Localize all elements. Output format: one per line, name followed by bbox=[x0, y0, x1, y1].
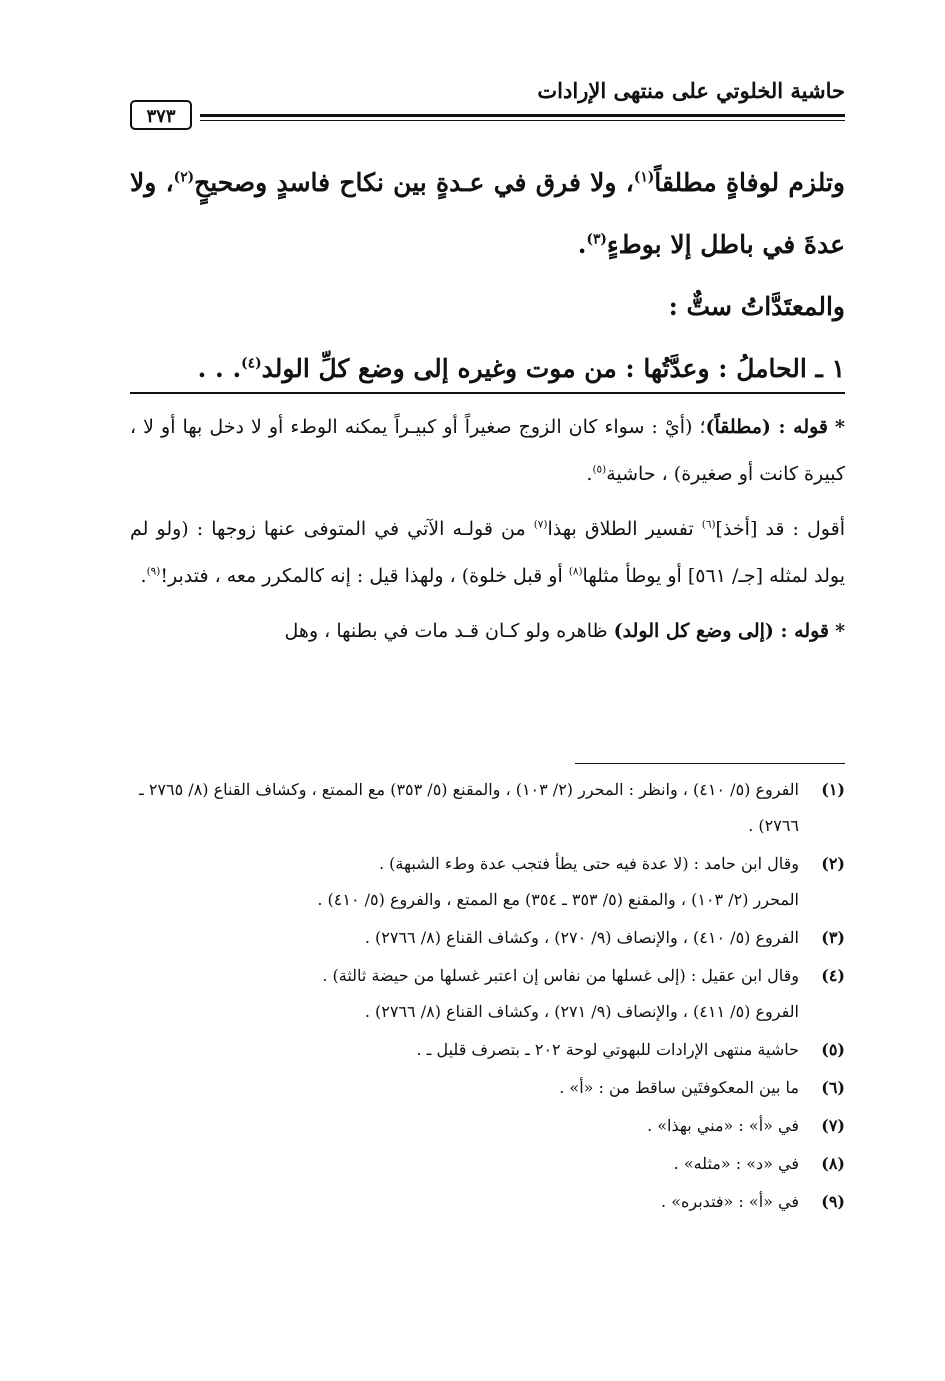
commentary bbox=[130, 404, 845, 663]
footnote-number: (٩) bbox=[821, 1192, 845, 1211]
page-number: ٣٧٣ bbox=[130, 100, 192, 130]
main-text-separator bbox=[130, 392, 845, 394]
main-paragraph-1 bbox=[130, 152, 845, 276]
footnote-number: (٤) bbox=[821, 966, 845, 985]
main-paragraph-3 bbox=[130, 338, 845, 400]
footnote-marker: (٤) bbox=[241, 355, 262, 372]
footnote-text: الفروع (٥/ ٤١١) ، والإنصاف (٩/ ٢٧١) ، وكشاف القناع (٨/ ٢٧٦٦) . bbox=[364, 1002, 799, 1021]
footnote-marker: (١) bbox=[633, 169, 655, 186]
footnote-marker: (٦) bbox=[701, 518, 716, 531]
footnote-marker: (٩) bbox=[146, 565, 161, 578]
footnote-marker: (٨) bbox=[568, 565, 583, 578]
footnote-1 bbox=[130, 772, 845, 844]
header-rule-thin bbox=[200, 120, 845, 121]
main-text-segment: ١ ـ الحاملُ : وعدَّتُها : من موت وغيره إلى وضع كلِّ الولد bbox=[261, 354, 845, 383]
footnote-text: في «أ» : «فتدبره» . bbox=[661, 1192, 799, 1211]
footnote-text: حاشية منتهى الإرادات للبهوتي لوحة ٢٠٢ ـ بتصرف قليل ـ . bbox=[416, 1040, 799, 1059]
main-text-segment: ، ولا فرق في عـدةٍ بين نكاح فاسدٍ وصحيحٍ bbox=[194, 168, 634, 197]
commentary-text: . bbox=[140, 565, 147, 587]
commentary-text: . bbox=[586, 463, 593, 485]
commentary-text: ؛ (أيْ : سواء كان الزوج صغيراً أو كبيـراً يمكنه الوطء أو لا دخل بها أو لا ، كبيرة كانت أو صغيرة) ، حاشية bbox=[130, 416, 845, 485]
footnote-text: في «د» : «مثله» . bbox=[673, 1154, 799, 1173]
footnote-number: (٧) bbox=[821, 1116, 845, 1135]
footnote-number: (١) bbox=[821, 780, 845, 799]
footnote-marker: (٧) bbox=[533, 518, 548, 531]
main-paragraph-2: والمعتَدَّاتُ ستٌّ : bbox=[668, 292, 845, 321]
main-text-segment: . bbox=[577, 230, 587, 259]
footnote-number: (٨) bbox=[821, 1154, 845, 1173]
footnote-number: (٢) bbox=[821, 854, 845, 873]
footnote-8 bbox=[130, 1146, 845, 1182]
main-text-segment: ، ولا عدةَ في باطل إلا بوطءٍ bbox=[130, 168, 845, 259]
star-marker: * bbox=[835, 416, 845, 438]
commentary-text: ظاهره ولو كـان قـد مات في بطنها ، وهل bbox=[284, 620, 614, 642]
commentary-paragraph-1 bbox=[130, 404, 845, 498]
footnote-number: (٣) bbox=[821, 928, 845, 947]
footnote-text: المحرر (٢/ ١٠٣) ، والمقنع (٥/ ٣٥٣ ـ ٣٥٤) مع الممتع ، والفروع (٥/ ٤١٠) . bbox=[317, 890, 799, 909]
star-marker: * bbox=[835, 620, 845, 642]
footnote-7 bbox=[130, 1108, 845, 1144]
footnote-2 bbox=[130, 846, 845, 918]
footnote-text: الفروع (٥/ ٤١٠) ، وانظر : المحرر (٢/ ١٠٣) ، والمقنع (٥/ ٣٥٣) مع الممتع ، وكشاف القناع (٨/ ٢٧٦٥ ـ ٢٧٦٦) . bbox=[139, 780, 799, 835]
commentary-text: تفسير الطلاق بهذا bbox=[547, 518, 702, 540]
commentary-text: أقول : قد [أخذ] bbox=[715, 518, 845, 540]
commentary-paragraph-3 bbox=[130, 608, 845, 655]
footnote-5 bbox=[130, 1032, 845, 1068]
main-text-segment: . . . bbox=[197, 354, 242, 383]
footnote-number: (٦) bbox=[821, 1078, 845, 1097]
footnote-text: الفروع (٥/ ٤١٠) ، والإنصاف (٩/ ٢٧٠) ، وكشاف القناع (٨/ ٢٧٦٦) . bbox=[364, 928, 799, 947]
footnote-marker: (٥) bbox=[592, 463, 607, 476]
footnote-3 bbox=[130, 920, 845, 956]
footnote-9 bbox=[130, 1184, 845, 1220]
commentary-lead: قوله : (إلى وضع كل الولد) bbox=[613, 620, 830, 642]
footnote-text: ما بين المعكوفتَين ساقط من : «أ» . bbox=[559, 1078, 799, 1097]
main-text-segment: وتلزم لوفاةٍ مطلقاً bbox=[654, 168, 845, 197]
footnote-number: (٥) bbox=[821, 1040, 845, 1059]
commentary-paragraph-2 bbox=[130, 506, 845, 600]
footnote-6 bbox=[130, 1070, 845, 1106]
footnote-4 bbox=[130, 958, 845, 1030]
footnote-text: وقال ابن عقيل : (إلى غسلها من نفاس إن اعتبر غسلها من حيضة ثالثة) . bbox=[322, 966, 799, 985]
footnote-marker: (٢) bbox=[173, 169, 195, 186]
header-rule-thick bbox=[200, 114, 845, 117]
commentary-text: أو قبل خلوة) ، ولهذا قيل : إنه كالمكرر معه ، فتدبر! bbox=[160, 565, 569, 587]
footnote-marker: (٣) bbox=[586, 231, 607, 248]
commentary-lead: قوله : (مطلقاً) bbox=[705, 416, 829, 438]
footnote-text: وقال ابن حامد : (لا عدة فيه حتى يطأ فتجب عدة وطء الشبهة) . bbox=[378, 854, 799, 873]
footnotes bbox=[130, 772, 845, 1222]
running-title: حاشية الخلوتي على منتهى الإرادات bbox=[537, 78, 845, 103]
footnote-separator bbox=[575, 763, 845, 764]
footnote-text: في «أ» : «مني بهذا» . bbox=[647, 1116, 799, 1135]
commentary-text: من قولـه الآتي في المتوفى عنها زوجها : (ولو لم يولد لمثله [جـ/ ٥٦١] أو يوطأ مثلها bbox=[130, 518, 845, 587]
main-text bbox=[130, 152, 845, 400]
